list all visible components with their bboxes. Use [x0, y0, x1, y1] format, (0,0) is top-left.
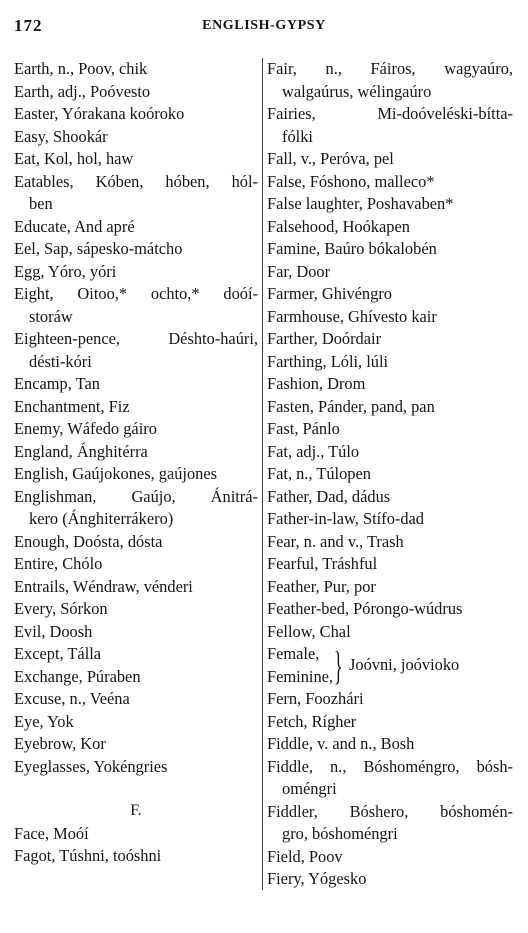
right-column [267, 58, 513, 891]
dictionary-entry: Fairies, Mi-doóveléski-bítta- [267, 104, 513, 123]
dictionary-entry: Father-in-law, Stífo-dad [267, 509, 425, 528]
dictionary-entry: Fat, n., Túlopen [267, 464, 371, 483]
entry-continuation: gro, bóshoméngri [282, 824, 398, 843]
grouped-term: Female, [267, 644, 320, 663]
dictionary-entry: Enemy, Wáfedo gáiro [14, 419, 157, 438]
dictionary-entry: Entrails, Wéndraw, vénderi [14, 576, 193, 596]
dictionary-entry: Fall, v., Peróva, pel [267, 149, 394, 168]
dictionary-entry: Eyebrow, Kor [14, 734, 106, 753]
dictionary-entry: Fast, Pánlo [267, 419, 340, 438]
dictionary-entry: Encamp, Tan [14, 374, 100, 393]
dictionary-entry: Far, Door [267, 261, 331, 281]
dictionary-entry: Fiddle, n., Bóshoméngro, bósh- [267, 756, 513, 776]
entry-continuation: oméngri [282, 779, 337, 798]
dictionary-entry: Fasten, Pánder, pand, pan [267, 396, 435, 416]
dictionary-entry: Earth, n., Poov, chik [14, 59, 148, 78]
entry-continuation: walgaúrus, wélingaúro [282, 81, 432, 101]
dictionary-entry: Exchange, Púraben [14, 666, 141, 686]
dictionary-entry: Enchantment, Fiz [14, 396, 130, 416]
entry-continuation: storáw [29, 306, 73, 326]
dictionary-entry: Fearful, Tráshful [267, 554, 378, 573]
dictionary-entry: Fiddle, v. and n., Bosh [267, 734, 415, 753]
dictionary-entry: Fear, n. and v., Trash [267, 531, 404, 551]
dictionary-entry: Entire, Chólo [14, 554, 103, 573]
dictionary-entry: Field, Poov [267, 846, 343, 866]
entry-continuation: kero (Ánghiterrákero) [29, 509, 174, 528]
dictionary-entry: Fat, adj., Túlo [267, 441, 360, 461]
dictionary-entry: Feather-bed, Pórongo-wúdrus [267, 599, 463, 618]
dictionary-entry: Eye, Yok [14, 711, 74, 731]
dictionary-entry: Fellow, Chal [267, 621, 351, 641]
section-heading: F. [130, 802, 142, 819]
dictionary-entry: English, Gaújokones, gaújones [14, 464, 218, 483]
dictionary-entry: Feather, Pur, por [267, 576, 376, 596]
dictionary-entry: Except, Tálla [14, 644, 102, 663]
dictionary-entry: Eyeglasses, Yokéngries [14, 756, 168, 776]
entry-continuation: désti-kóri [29, 351, 92, 371]
dictionary-entry: Fagot, Túshni, toóshni [14, 846, 162, 865]
running-title: ENGLISH-GYPSY [202, 18, 326, 33]
grouped-entry [267, 643, 513, 688]
brace-mark: } [334, 642, 343, 688]
dictionary-entry: Farther, Doórdair [267, 329, 382, 348]
dictionary-entry: England, Ánghitérra [14, 441, 148, 461]
right-entry-list-continued [267, 688, 513, 891]
dictionary-entry: Fern, Foozhári [267, 689, 364, 708]
dictionary-entry: Eighteen-pence, Déshto-haúri, [14, 329, 258, 348]
dictionary-entry: Father, Dad, dádus [267, 486, 391, 506]
dictionary-entry: Easter, Yórakana koóroko [14, 104, 185, 123]
dictionary-entry: Excuse, n., Veéna [14, 689, 130, 708]
dictionary-entry: Easy, Shookár [14, 126, 108, 146]
left-entry-list [14, 58, 258, 778]
dictionary-entry: Famine, Baúro bókalobén [267, 239, 437, 258]
dictionary-entry: False laughter, Poshavaben* [267, 194, 454, 213]
dictionary-entry: Evil, Doosh [14, 621, 93, 641]
dictionary-entry: Eatables, Kóben, hóben, hól- [14, 171, 258, 191]
dictionary-entry: Fiddler, Bóshero, bóshomén- [267, 801, 513, 821]
entry-continuation: fólki [282, 126, 313, 146]
dictionary-entry: Earth, adj., Poóvesto [14, 81, 151, 101]
dictionary-entry: Fair, n., Fáiros, wagyaúro, [267, 59, 513, 78]
dictionary-entry: Enough, Doósta, dósta [14, 531, 163, 551]
grouped-term: Feminine, [267, 666, 334, 686]
dictionary-entry: Fetch, Rígher [267, 711, 357, 731]
dictionary-entry: Falsehood, Hoókapen [267, 216, 410, 236]
dictionary-entry: Face, Moóí [14, 823, 89, 843]
dictionary-entry: Fashion, Drom [267, 374, 366, 393]
left-tail-list [14, 823, 258, 868]
dictionary-entry: Egg, Yóro, yóri [14, 261, 117, 281]
dictionary-entry: Educate, And apré [14, 216, 135, 236]
dictionary-entry: Every, Sórkon [14, 599, 108, 618]
dictionary-entry: Farmer, Ghivéngro [267, 284, 392, 303]
entry-continuation: ben [29, 194, 53, 213]
dictionary-entry: False, Fóshono, malleco* [267, 171, 435, 191]
page-header [14, 16, 514, 40]
dictionary-entry: Farmhouse, Ghívesto kair [267, 306, 437, 326]
dictionary-entry: Eel, Sap, sápesko-mátcho [14, 239, 183, 258]
dictionary-entry: Englishman, Gaújo, Ánitrá- [14, 486, 258, 506]
dictionary-entry: Eight, Oitoo,* ochto,* doóí- [14, 284, 258, 303]
column-divider [262, 58, 263, 890]
grouped-terms [267, 643, 333, 688]
dictionary-entry: Eat, Kol, hol, haw [14, 149, 134, 168]
dictionary-entry: Farthing, Lóli, lúli [267, 351, 389, 371]
dictionary-entry: Fiery, Yógesko [267, 869, 367, 888]
page-number: 172 [14, 16, 43, 35]
left-column [14, 58, 258, 868]
right-entry-list [267, 58, 513, 643]
grouped-gloss: Joóvni, joóvioko [349, 655, 460, 675]
